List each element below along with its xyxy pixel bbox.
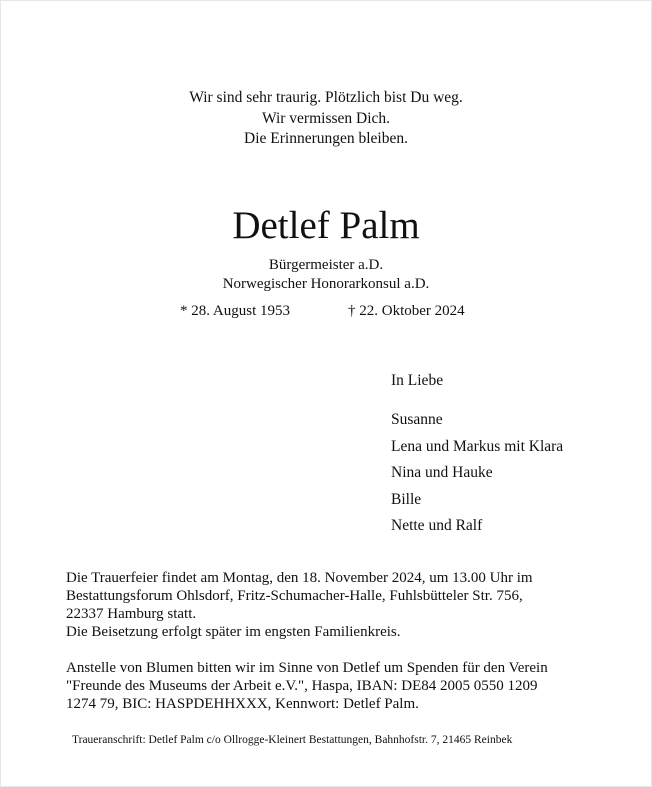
donation-line: 1274 79, BIC: HASPDEHHXXX, Kennwort: Detlef Palm. bbox=[66, 696, 419, 712]
ceremony-line: Bestattungsforum Ohlsdorf, Fritz-Schumacher-Halle, Fuhlsbütteler Str. 756, bbox=[66, 588, 523, 604]
mourner-name: Lena und Markus mit Klara bbox=[391, 437, 564, 455]
donation-line: "Freunde des Museums der Arbeit e.V.", Haspa, IBAN: DE84 2005 0550 1209 bbox=[66, 678, 538, 694]
mourners bbox=[391, 371, 563, 540]
donation-line: Anstelle von Blumen bitten wir im Sinne von Detlef um Spenden für den Verein bbox=[66, 660, 548, 676]
ceremony-line: Die Trauerfeier findet am Montag, den 18. November 2024, um 13.00 Uhr im bbox=[66, 570, 533, 586]
poem-line: Wir vermissen Dich. bbox=[261, 109, 391, 127]
mourner-name: Nette und Ralf bbox=[391, 517, 483, 534]
ceremony-line: 22337 Hamburg statt. bbox=[66, 606, 197, 622]
mourners-intro: In Liebe bbox=[391, 372, 444, 389]
poem-line: Die Erinnerungen bleiben. bbox=[244, 130, 408, 147]
poem bbox=[0, 88, 652, 150]
deceased-name: Detlef Palm bbox=[232, 204, 420, 247]
title-line: Norwegischer Honorarkonsul a.D. bbox=[222, 275, 430, 292]
mourner-name: Nina und Hauke bbox=[391, 464, 493, 481]
death-date: † 22. Oktober 2024 bbox=[348, 303, 465, 319]
burial-line: Die Beisetzung erfolgt später im engsten Familienkreis. bbox=[66, 624, 401, 640]
birth-date: * 28. August 1953 bbox=[180, 303, 291, 319]
funeral-info bbox=[66, 569, 606, 713]
poem-line: Wir sind sehr traurig. Plötzlich bist Du weg. bbox=[189, 89, 463, 106]
mourner-name: Bille bbox=[391, 490, 422, 508]
deceased-titles bbox=[0, 256, 652, 293]
title-line: Bürgermeister a.D. bbox=[268, 257, 384, 273]
paragraph-gap bbox=[66, 641, 606, 659]
mourning-address: Traueranschrift: Detlef Palm c/o Ollrogge-Kleinert Bestattungen, Bahnhofstr. 7, 21465 Reinbek bbox=[72, 734, 513, 746]
mourner-name: Susanne bbox=[391, 411, 443, 428]
